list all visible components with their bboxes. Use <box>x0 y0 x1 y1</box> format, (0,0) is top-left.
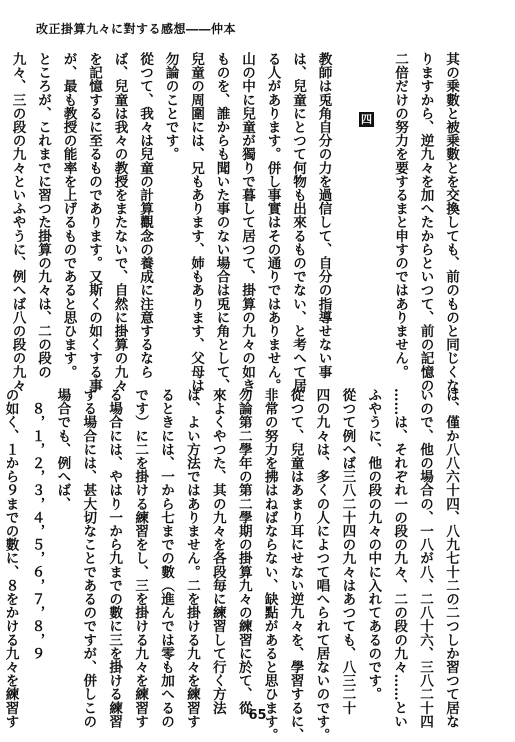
text-column <box>361 52 387 347</box>
text-column: 從つて、兒童はあまり耳にせない逆九々を、學習するに、 <box>287 388 304 742</box>
text-column <box>336 52 362 347</box>
text-column: りますから、逆九々を加へたからといつて、前の記憶の <box>417 52 434 392</box>
text-column: ところが、これまでに習つた掛算の九々は、二の段の <box>35 52 51 379</box>
text-column: が、最も教授の能率を上げるものであると思ひます。 <box>60 52 77 379</box>
text-column: ば、兒童は我々の教授をまたないで、自然に掛算の九々 <box>111 52 128 392</box>
text-column: 教師は兎角自分の力を過信して、自分の指導せない事 <box>315 52 332 379</box>
text-column: 場合でも、例へば、 <box>54 388 71 511</box>
text-column: する場合には、甚大切なことであるのですが、併しこの <box>80 388 97 728</box>
text-column: 九々、三の段の九々といふやうに、例へば八の段の九々 <box>9 52 26 392</box>
text-column: は、僅か八八六十四、八九七十二の二つしか習つて居な <box>443 388 459 728</box>
text-column: 勿論のことです。 <box>162 52 179 161</box>
text-column: 四の九々は、多くの人によつて唱へられて居ないのです。 <box>313 388 330 742</box>
text-column: 來よくやつた、其の九々を各段毎に練習して行く方法 <box>209 388 226 715</box>
text-column: ……は、それぞれ一の段の九々、二の段の九々……とい <box>391 388 408 728</box>
text-column: る人があります。併し事實はその通りではありません。 <box>264 52 281 392</box>
text-column: る場合には、やはり一から九までの數に三を掛ける練習 <box>106 388 123 728</box>
top-text-block <box>9 52 463 392</box>
page-number: 65 <box>248 708 267 723</box>
text-column: ものを、誰からも聞いた事のない場合は兎に角として、 <box>213 52 230 392</box>
text-column: を記憶するに至るものであります。又斯くの如くする事 <box>86 52 102 392</box>
text-column: るときには、一から七までの數（進んでは零も加へるの <box>158 388 175 728</box>
text-column: の如く、１から９までの數に、８をかける九々を練習す <box>2 388 19 728</box>
text-column: です）に二を掛ける練習をし、三を掛ける九々を練習す <box>132 388 149 728</box>
section-marker: 四 <box>361 113 372 126</box>
text-column: 其の乗數と被乗數とを交換しても、前のものと同じくな <box>443 52 459 392</box>
text-column: 勿論第二學年の第二學期の掛算九々の練習に於て、從 <box>235 388 252 715</box>
text-column: 二倍だけの努力を要するまと申すのではありません。 <box>392 52 408 379</box>
text-column: ふやうに、他の段の九々の中に入れてあるのです。 <box>365 388 382 701</box>
text-column: 從つて例へば三八二十四の九々はあつても、八三二十 <box>339 388 356 715</box>
text-column: ８，１，２，３，４，５，６，７，８，９ <box>28 388 45 660</box>
text-column: は、よい方法ではありません。二を掛ける九々を練習す <box>183 388 200 728</box>
running-header: 改正掛算九々に對する感想――仲本 <box>36 22 237 36</box>
text-column: 兒童の周圍には、兄もあります、姉もあります、父母は <box>188 52 204 392</box>
text-column: 非常の努力を拂はねばならない、缺點があると思ひます。 <box>261 388 278 742</box>
text-column: 從つて、我々は兒童の計算觀念の養成に注意するなら <box>137 52 153 379</box>
text-column: は、兒童にとつて何物も出來るものでない、と考へて居 <box>290 52 306 392</box>
text-column: 山の中に兒童が獨りで暮して居つて、掛算の九々の如き <box>239 52 255 392</box>
text-column: いので、他の場合の、一八が八、二八十六、三八二十四 <box>417 388 434 728</box>
